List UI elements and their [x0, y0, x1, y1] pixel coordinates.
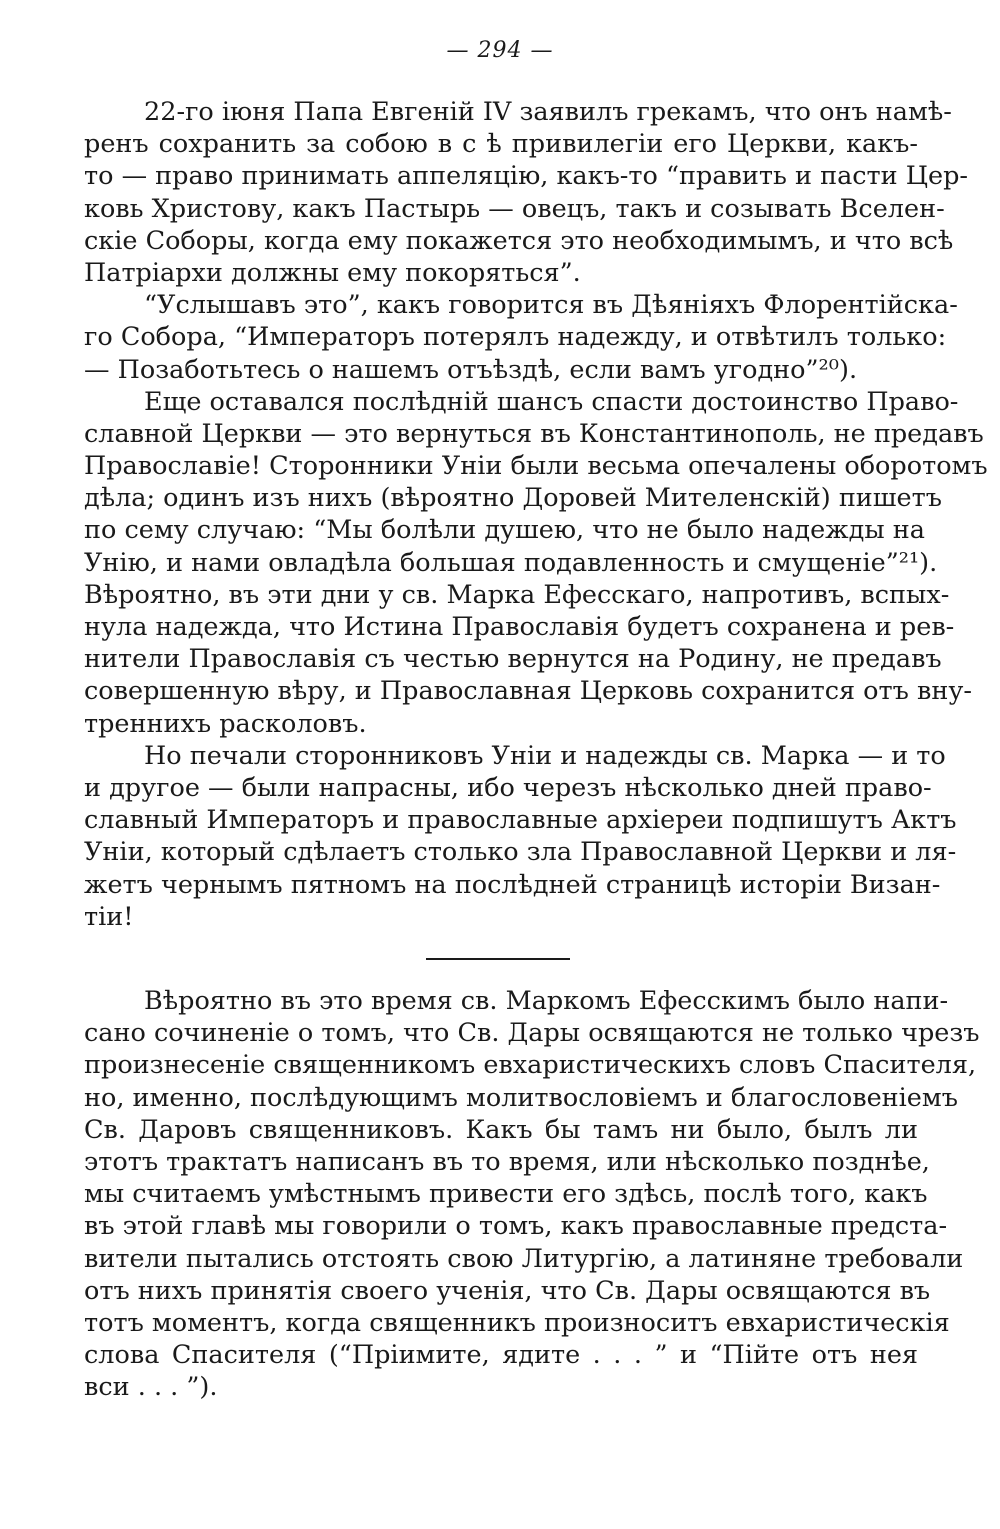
section-divider [426, 958, 570, 960]
text-line: Но печали сторонниковъ Уніи и надежды св. Марка — и то [144, 740, 946, 771]
text-line: Еще оставался послѣдній шансъ спасти достоинство Право- [144, 386, 959, 417]
text-line: нители Православія съ честью вернутся на Родину, не предавъ [84, 644, 942, 675]
section-text [84, 985, 980, 1403]
text-line: Православіе! Сторонники Уніи были весьма опечалены оборотомъ [84, 451, 988, 482]
text-line: дѣла; одинъ изъ нихъ (вѣроятно Доровей Мителенскій) пишетъ [84, 483, 942, 514]
text-line: нула надежда, что Истина Православія будетъ сохранена и рев- [84, 612, 955, 642]
text-line: произнесеніе священникомъ евхаристическихъ словъ Спасителя, [84, 1050, 977, 1081]
text-line: отъ нихъ принятія своего ученія, что Св. Дары освящаются въ [84, 1275, 931, 1306]
text-line: Вѣроятно, въ эти дни у св. Марка Ефесскаго, напротивъ, вспых- [84, 579, 950, 610]
text-line: тіи! [84, 901, 134, 932]
text-line: слова Спасителя (“Пріимите, ядите . . . ” и “Пійте отъ нея [84, 1340, 918, 1371]
text-line: — Позаботьтесь о нашемъ отъѣздѣ, если вамъ угодно”²⁰). [84, 354, 858, 385]
text-line: Патріархи должны ему покоряться”. [84, 257, 581, 288]
text-line: вси . . . ”). [84, 1372, 218, 1403]
text-line: въ этой главѣ мы говорили о томъ, какъ православные предста- [84, 1211, 948, 1242]
text-line: Св. Даровъ священниковъ. Какъ бы тамъ ни было, былъ ли [84, 1114, 918, 1145]
text-line: тотъ моментъ, когда священникъ произноситъ евхаристическія [84, 1307, 950, 1338]
text-line: “Услышавъ это”, какъ говорится въ Дѣяніяхъ Флорентійска- [144, 290, 958, 321]
text-line: ковь Христову, какъ Пастырь — овецъ, такъ и созывать Вселен- [84, 193, 945, 224]
text-line: и другое — были напрасны, ибо черезъ нѣсколько дней право- [84, 772, 932, 803]
text-line: славный Императоръ и православные архіереи подпишутъ Актъ [84, 805, 957, 836]
text-line: Вѣроятно въ это время св. Маркомъ Ефесскимъ было напи- [144, 986, 949, 1016]
text-line: славной Церкви — это вернуться въ Константинополь, не предавъ [84, 418, 984, 449]
text-line: 22-го іюня Папа Евгеній IV заявилъ грекамъ, что онъ намѣ- [144, 97, 952, 127]
text-line: этотъ трактатъ написанъ въ то время, или нѣсколько позднѣе, [84, 1146, 930, 1177]
text-line: вители пытались отстоять свою Литургію, а латиняне требовали [84, 1243, 964, 1274]
text-line: по сему случаю: “Мы болѣли душею, что не было надежды на [84, 515, 925, 546]
text-line: жетъ чернымъ пятномъ на послѣдней страницѣ исторіи Визан- [84, 869, 941, 900]
text-line: совершенную вѣру, и Православная Церковь сохранится отъ вну- [84, 676, 972, 707]
text-line: но, именно, послѣдующимъ молитвословіемъ и благословеніемъ [84, 1082, 958, 1113]
text-line: Уніи, который сдѣлаетъ столько зла Православной Церкви и ля- [84, 837, 957, 868]
text-line: скіе Соборы, когда ему покажется это необходимымъ, и что всѣ [84, 225, 954, 256]
text-line: то — право принимать аппеляцію, какъ-то “править и пасти Цер- [84, 161, 969, 192]
text-line: Унію, и нами овладѣла большая подавленность и смущеніе”²¹). [84, 547, 938, 578]
text-line: мы считаемъ умѣстнымъ привести его здѣсь, послѣ того, какъ [84, 1179, 928, 1210]
main-text [84, 96, 988, 933]
text-line: сано сочиненіе о томъ, что Св. Дары освящаются не только чрезъ [84, 1018, 980, 1049]
text-line: го Собора, “Императоръ потерялъ надежду, и отвѣтилъ только: [84, 322, 947, 353]
text-line: ренъ сохранить за собою в с ѣ привилегіи его Церкви, какъ- [84, 129, 918, 160]
page-number: — 294 — [446, 38, 554, 63]
text-line: треннихъ расколовъ. [84, 708, 367, 739]
